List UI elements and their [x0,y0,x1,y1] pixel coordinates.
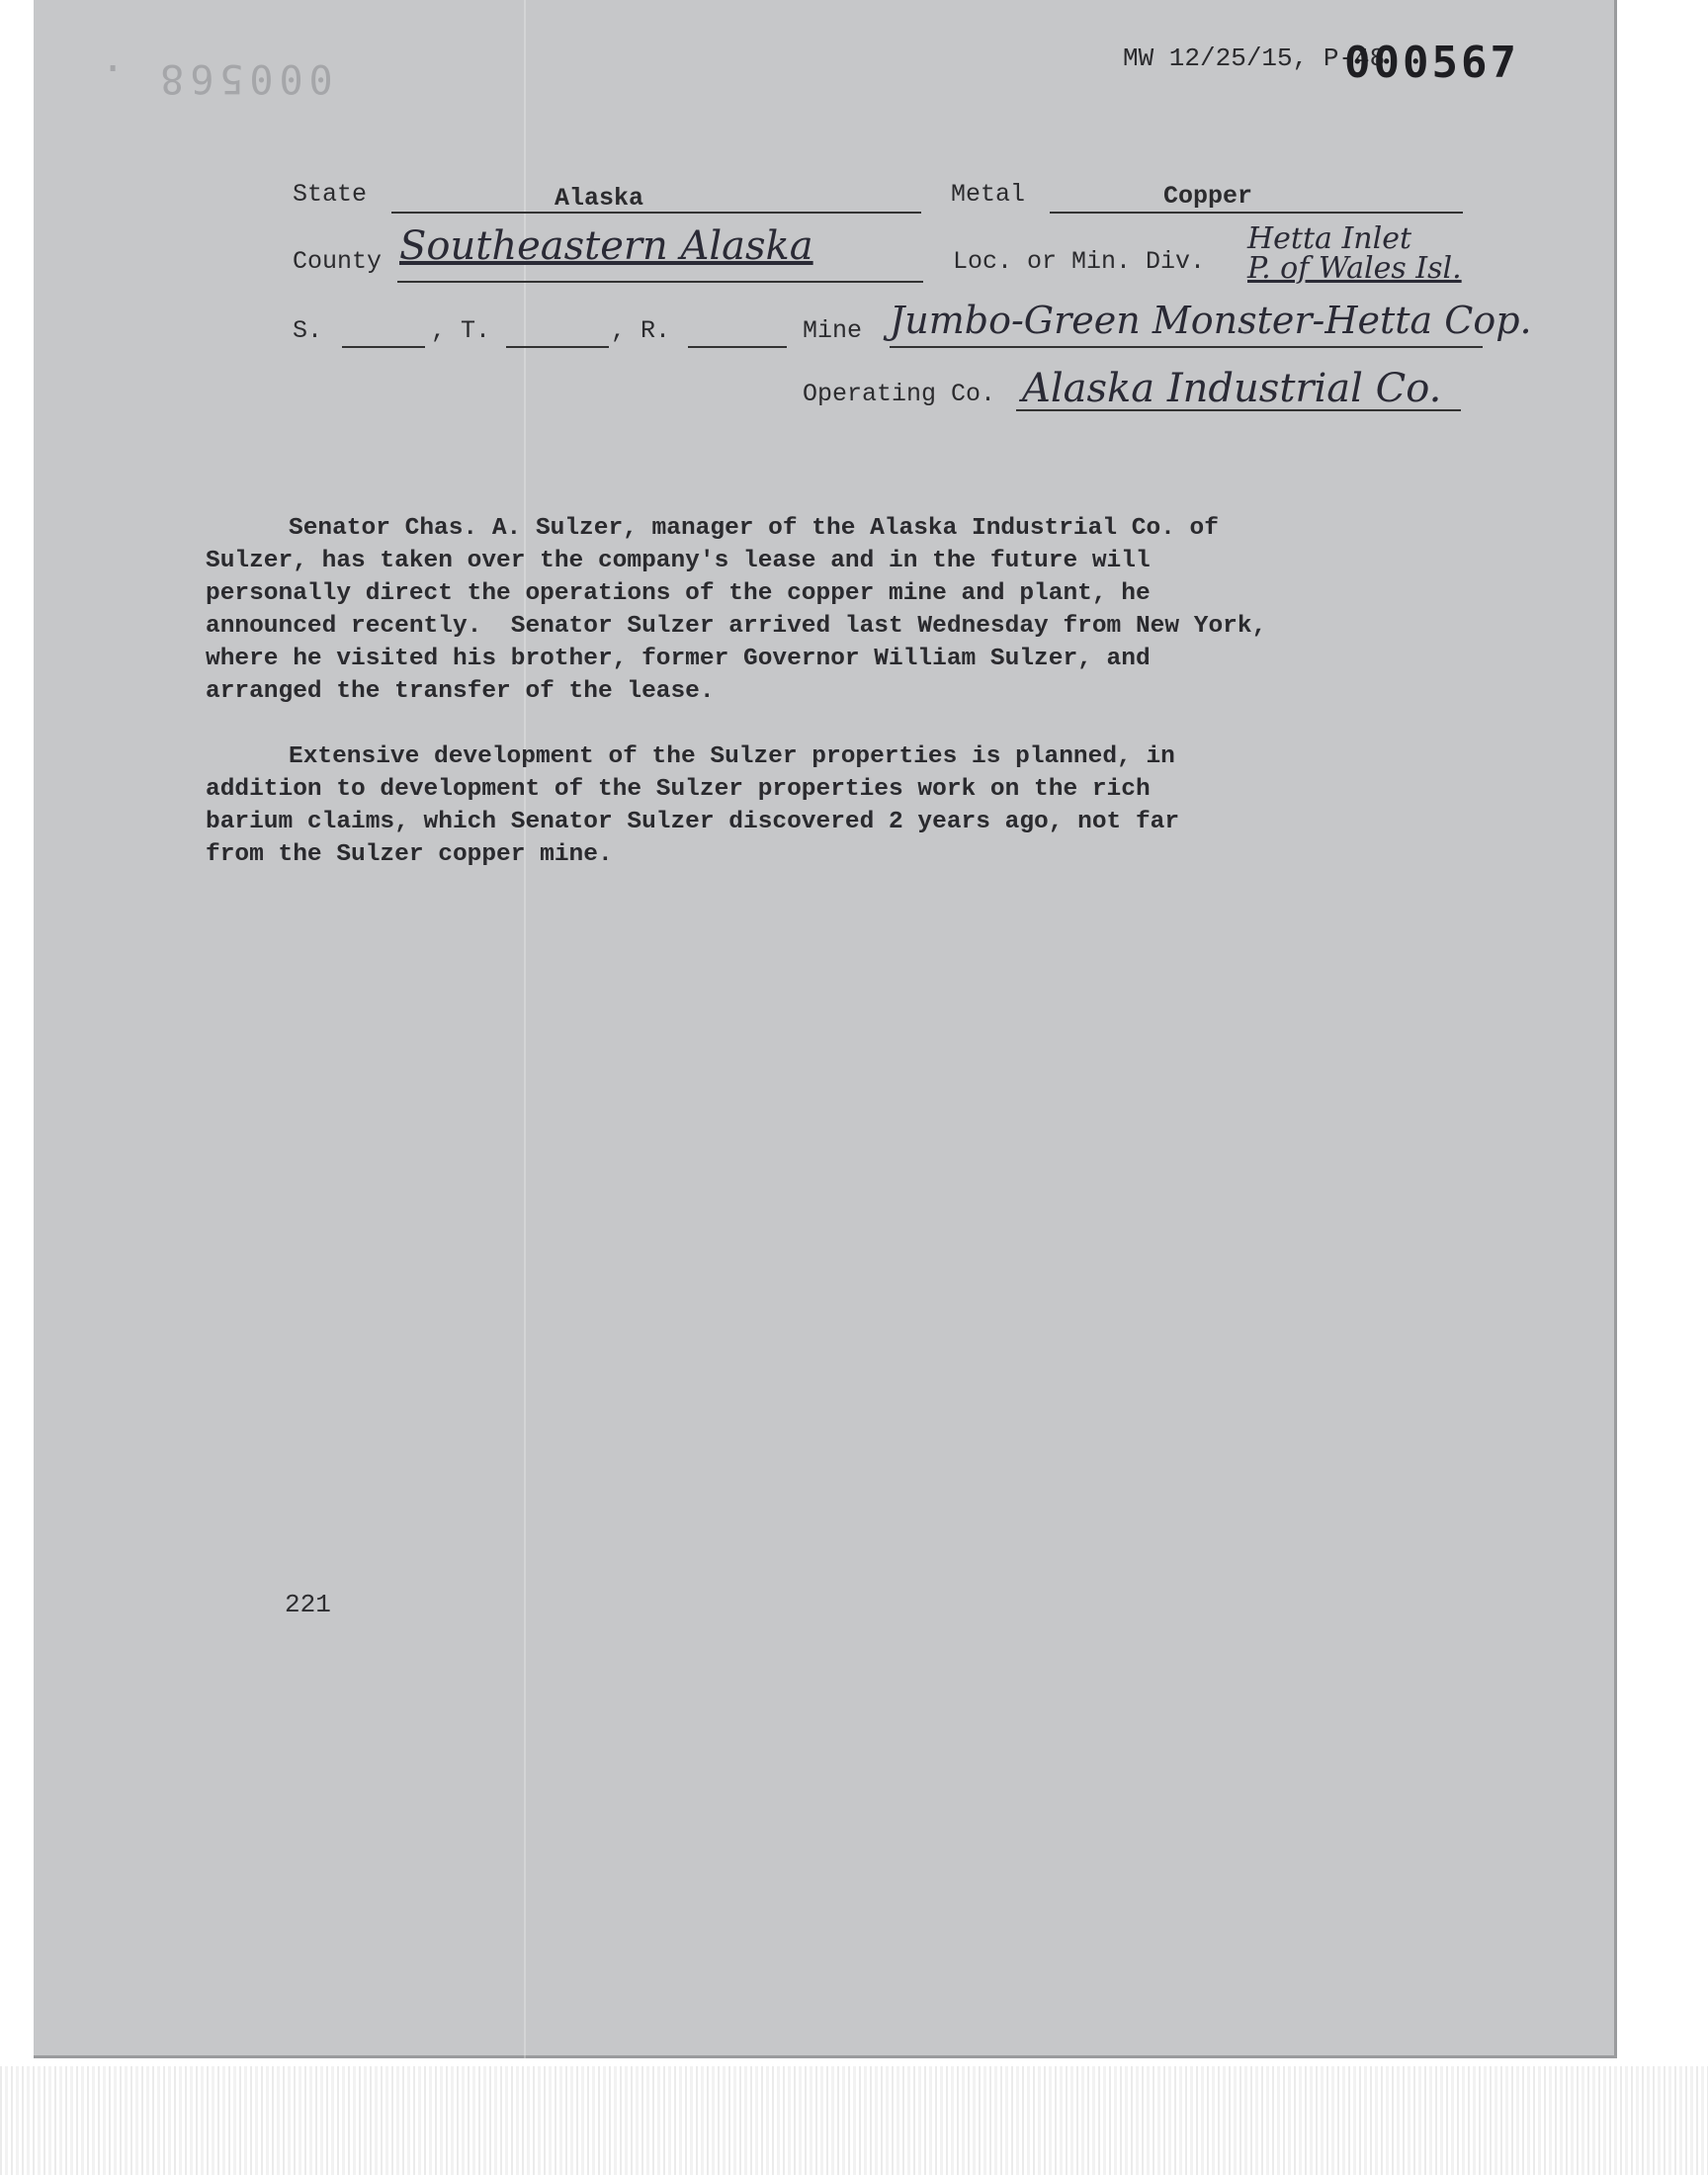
header-reference: MW 12/25/15, P-48 [1123,44,1386,73]
loc-value-line2: P. of Wales Isl. [1247,251,1462,286]
p1-line-4: announced recently. Senator Sulzer arrived last Wednesday from New York, [206,613,1267,640]
p2-line-4: from the Sulzer copper mine. [206,841,613,868]
p1-line-5: where he visited his brother, former Governor William Sulzer, and [206,646,1151,672]
p1-line-2: Sulzer, has taken over the company's lease and in the future will [206,548,1151,574]
range-label: , R. [611,316,671,345]
township-label: , T. [431,316,491,345]
range-underline [688,346,787,348]
operating-label: Operating Co. [803,380,996,408]
county-underline [397,281,923,283]
header-stamp-number: 000567 [1344,38,1519,88]
county-label: County [293,247,383,276]
paragraph-1 [206,512,1431,708]
paper-fold-line [524,0,526,2058]
mine-value: Jumbo-Green Monster-Hetta Cop. [890,299,1532,342]
operating-value: Alaska Industrial Co. [1022,366,1442,411]
p2-line-3: barium claims, which Senator Sulzer discovered 2 years ago, not far [206,809,1180,835]
metal-value: Copper [1162,182,1252,211]
loc-value-line1: Hetta Inlet [1247,221,1412,256]
metal-underline [1050,212,1463,214]
township-underline [506,346,609,348]
scan-edge-strip [0,2066,1708,2175]
mine-label: Mine [803,316,863,345]
section-label: S. [293,316,323,345]
p1-line-3: personally direct the operations of the copper mine and plant, he [206,580,1151,607]
faint-stamp-number: 000568 . [95,55,333,101]
state-label: State [293,180,368,209]
article-body [206,512,1431,904]
p2-line-2: addition to development of the Sulzer properties work on the rich [206,776,1151,803]
state-value: Alaska [554,184,643,213]
p1-line-1: Senator Chas. A. Sulzer, manager of the Alaska Industrial Co. of [289,515,1219,542]
metal-label: Metal [951,180,1026,209]
page-number: 221 [285,1590,331,1619]
p1-line-6: arranged the transfer of the lease. [206,678,715,705]
county-value: Southeastern Alaska [399,223,813,269]
mine-underline [890,346,1483,348]
p2-line-1: Extensive development of the Sulzer properties is planned, in [289,743,1175,770]
section-underline [342,346,425,348]
paragraph-2 [206,740,1431,871]
loc-label: Loc. or Min. Div. [953,247,1206,276]
